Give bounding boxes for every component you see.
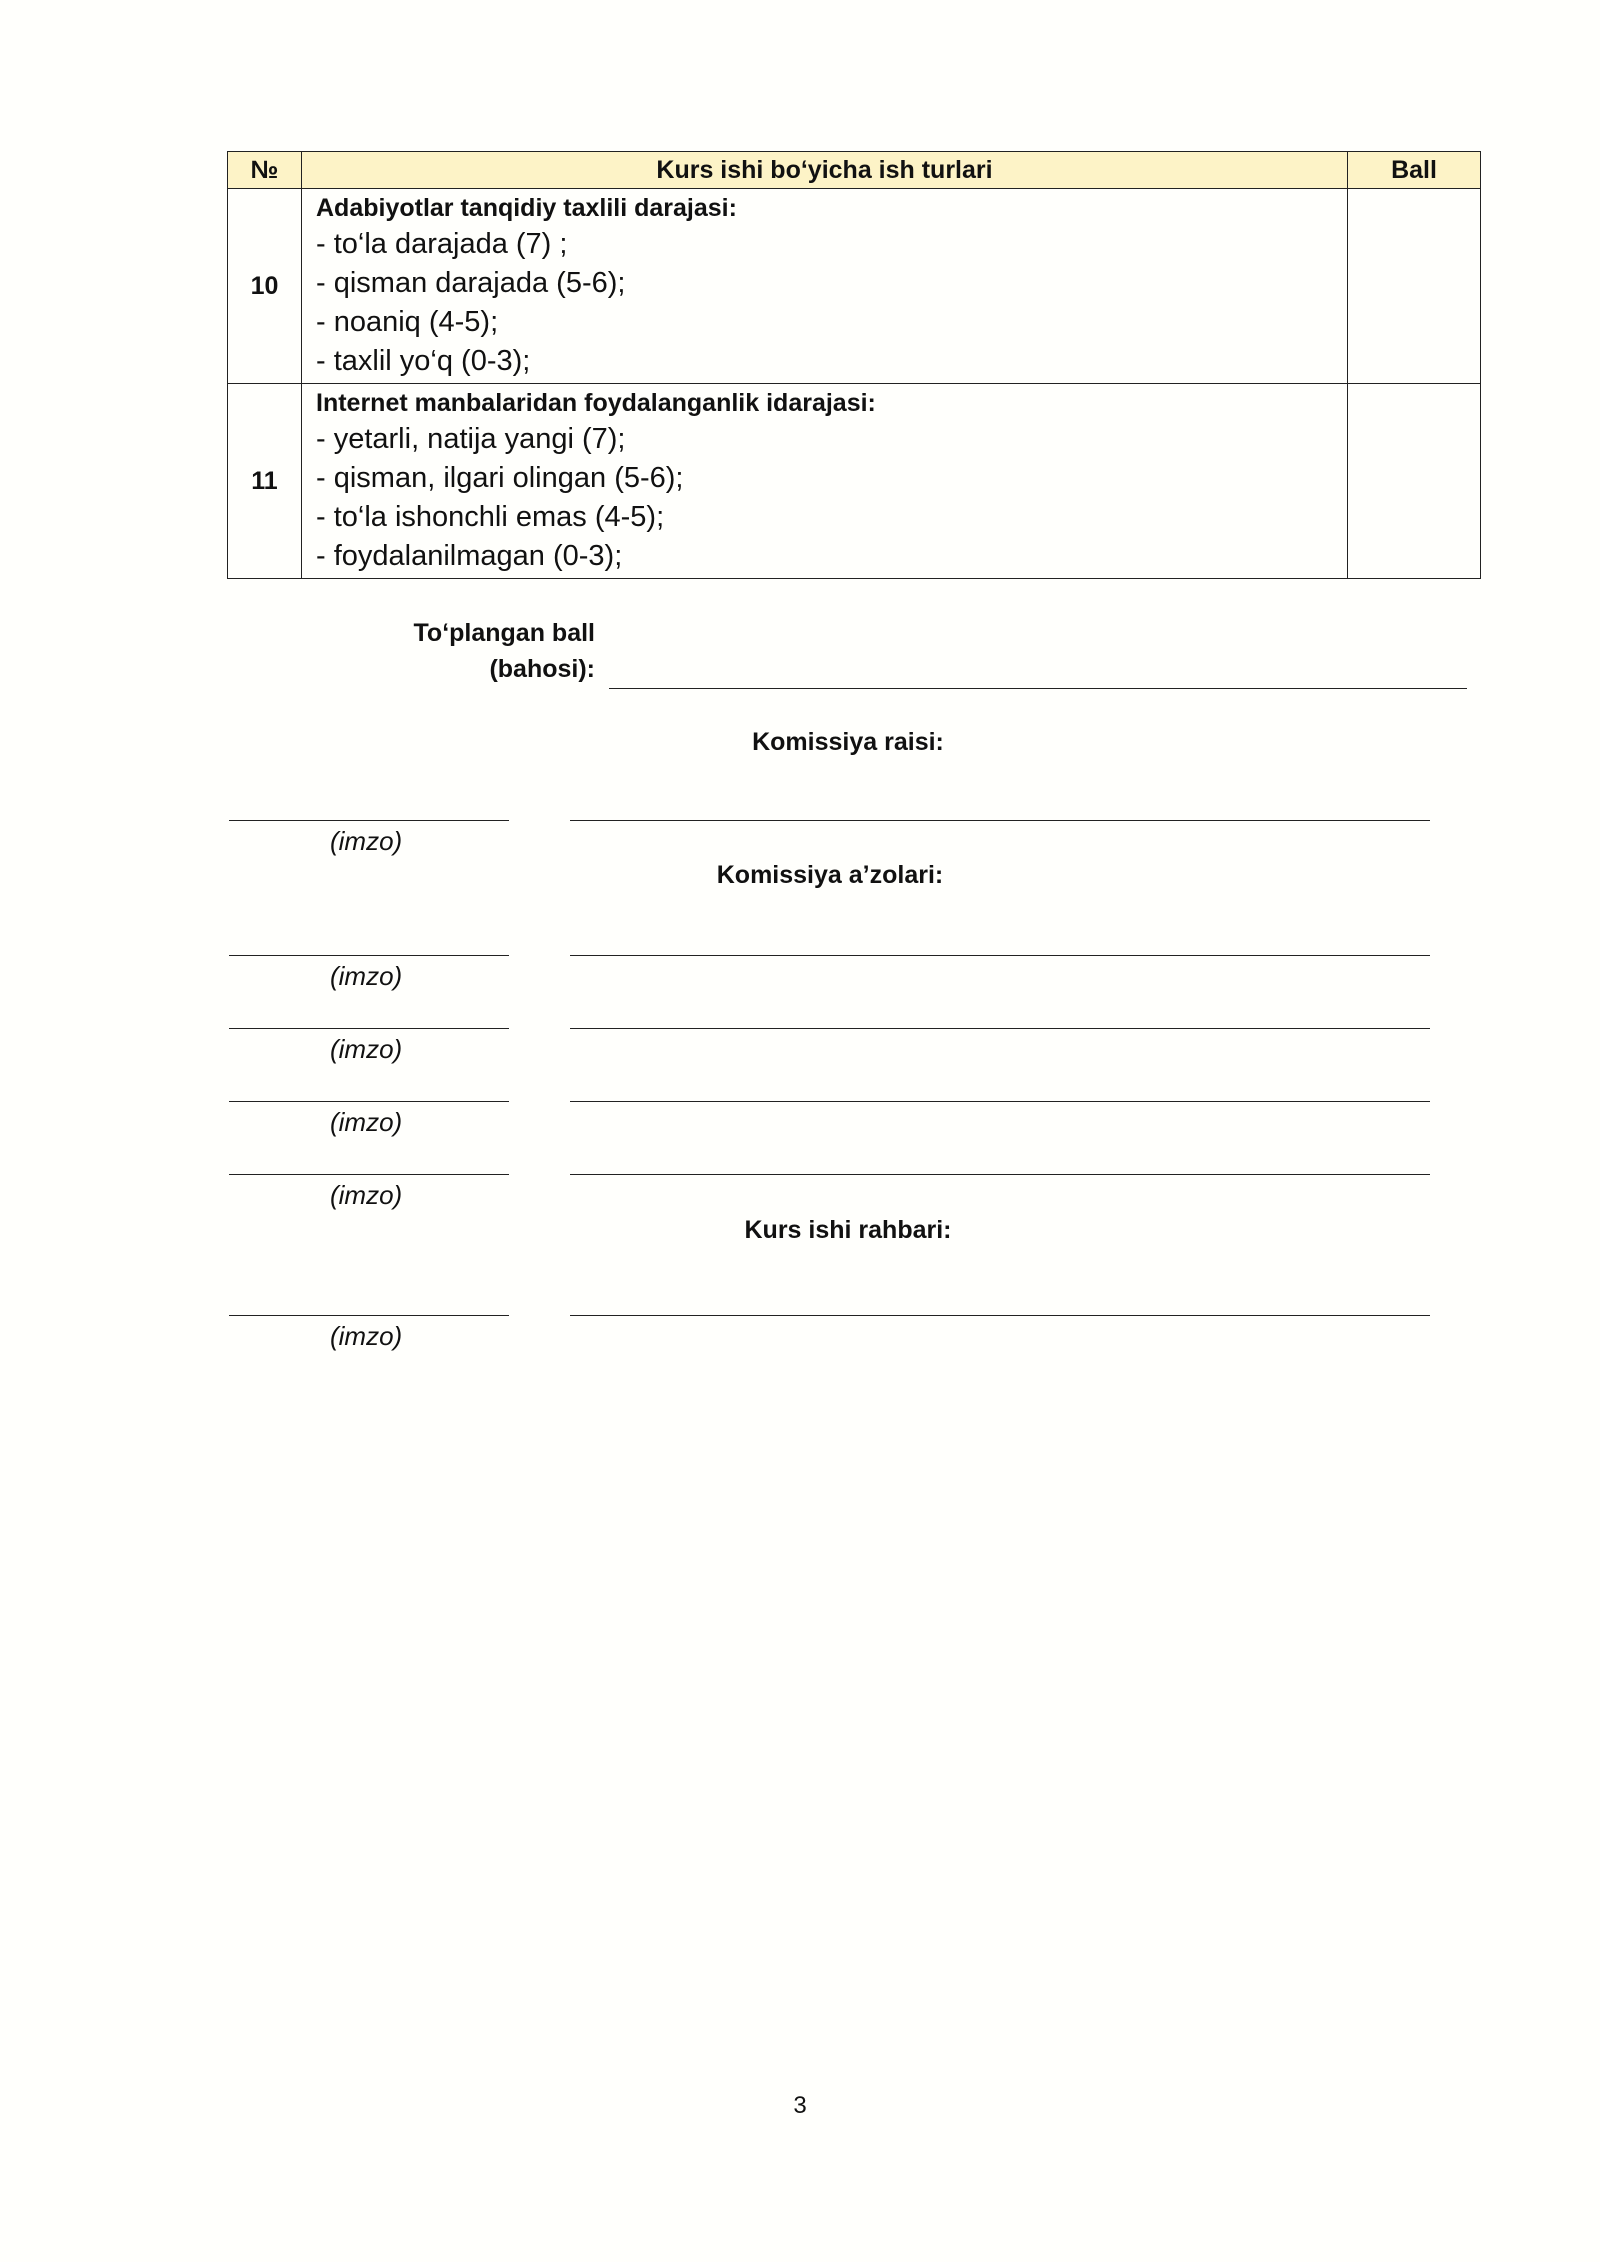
header-work-types: Kurs ishi bo‘yicha ish turlari [302, 152, 1348, 189]
row-number: 10 [228, 189, 302, 384]
members-title: Komissiya a’zolari: [716, 861, 944, 889]
criterion-item: - to‘la darajada (7) ; [316, 228, 568, 260]
supervisor-signature-line[interactable] [229, 1315, 509, 1316]
signature-caption: (imzo) [330, 1321, 403, 1351]
score-blank-line[interactable] [609, 688, 1467, 689]
criterion-item: - to‘la ishonchli emas (4-5); [316, 501, 665, 533]
score-label [340, 615, 595, 687]
table-row [228, 189, 1481, 384]
member-name-line[interactable] [570, 955, 1430, 956]
signature-caption: (imzo) [330, 1034, 403, 1064]
page-number: 3 [793, 2092, 807, 2119]
criterion-item: - taxlil yo‘q (0-3); [316, 345, 531, 377]
row-description [302, 189, 1348, 384]
member-name-line[interactable] [570, 1028, 1430, 1029]
supervisor-name-line[interactable] [570, 1315, 1430, 1316]
member-name-line[interactable] [570, 1101, 1430, 1102]
member-signature-line[interactable] [229, 1101, 509, 1102]
member-name-line[interactable] [570, 1174, 1430, 1175]
supervisor-title: Kurs ishi rahbari: [744, 1216, 952, 1244]
signature-caption: (imzo) [330, 961, 403, 991]
row-description [302, 384, 1348, 579]
row-ball-cell [1348, 384, 1481, 579]
grading-table [227, 151, 1481, 579]
criterion-item: - qisman darajada (5-6); [316, 267, 626, 299]
signature-caption: (imzo) [330, 1180, 403, 1210]
header-number: № [228, 152, 302, 189]
chair-name-line[interactable] [570, 820, 1430, 821]
member-signature-line[interactable] [229, 1028, 509, 1029]
chair-signature-line[interactable] [229, 820, 509, 821]
row-number: 11 [228, 384, 302, 579]
criterion-item: - yetarli, natija yangi (7); [316, 423, 626, 455]
score-label-line1: To‘plangan ball [413, 619, 595, 647]
criterion-item: - qisman, ilgari olingan (5-6); [316, 462, 684, 494]
table-header-row [228, 152, 1481, 189]
member-signature-line[interactable] [229, 1174, 509, 1175]
criterion-item: - noaniq (4-5); [316, 306, 499, 338]
score-label-line2: (bahosi): [489, 655, 595, 683]
chair-title: Komissiya raisi: [752, 728, 944, 756]
row-title: Adabiyotlar tanqidiy taxlili darajasi: [316, 194, 737, 222]
row-ball-cell [1348, 189, 1481, 384]
criterion-item: - foydalanilmagan (0-3); [316, 540, 623, 572]
row-title: Internet manbalaridan foydalanganlik idarajasi: [316, 389, 876, 417]
table-row [228, 384, 1481, 579]
signature-caption: (imzo) [330, 826, 403, 856]
header-ball: Ball [1348, 152, 1481, 189]
signature-caption: (imzo) [330, 1107, 403, 1137]
member-signature-line[interactable] [229, 955, 509, 956]
